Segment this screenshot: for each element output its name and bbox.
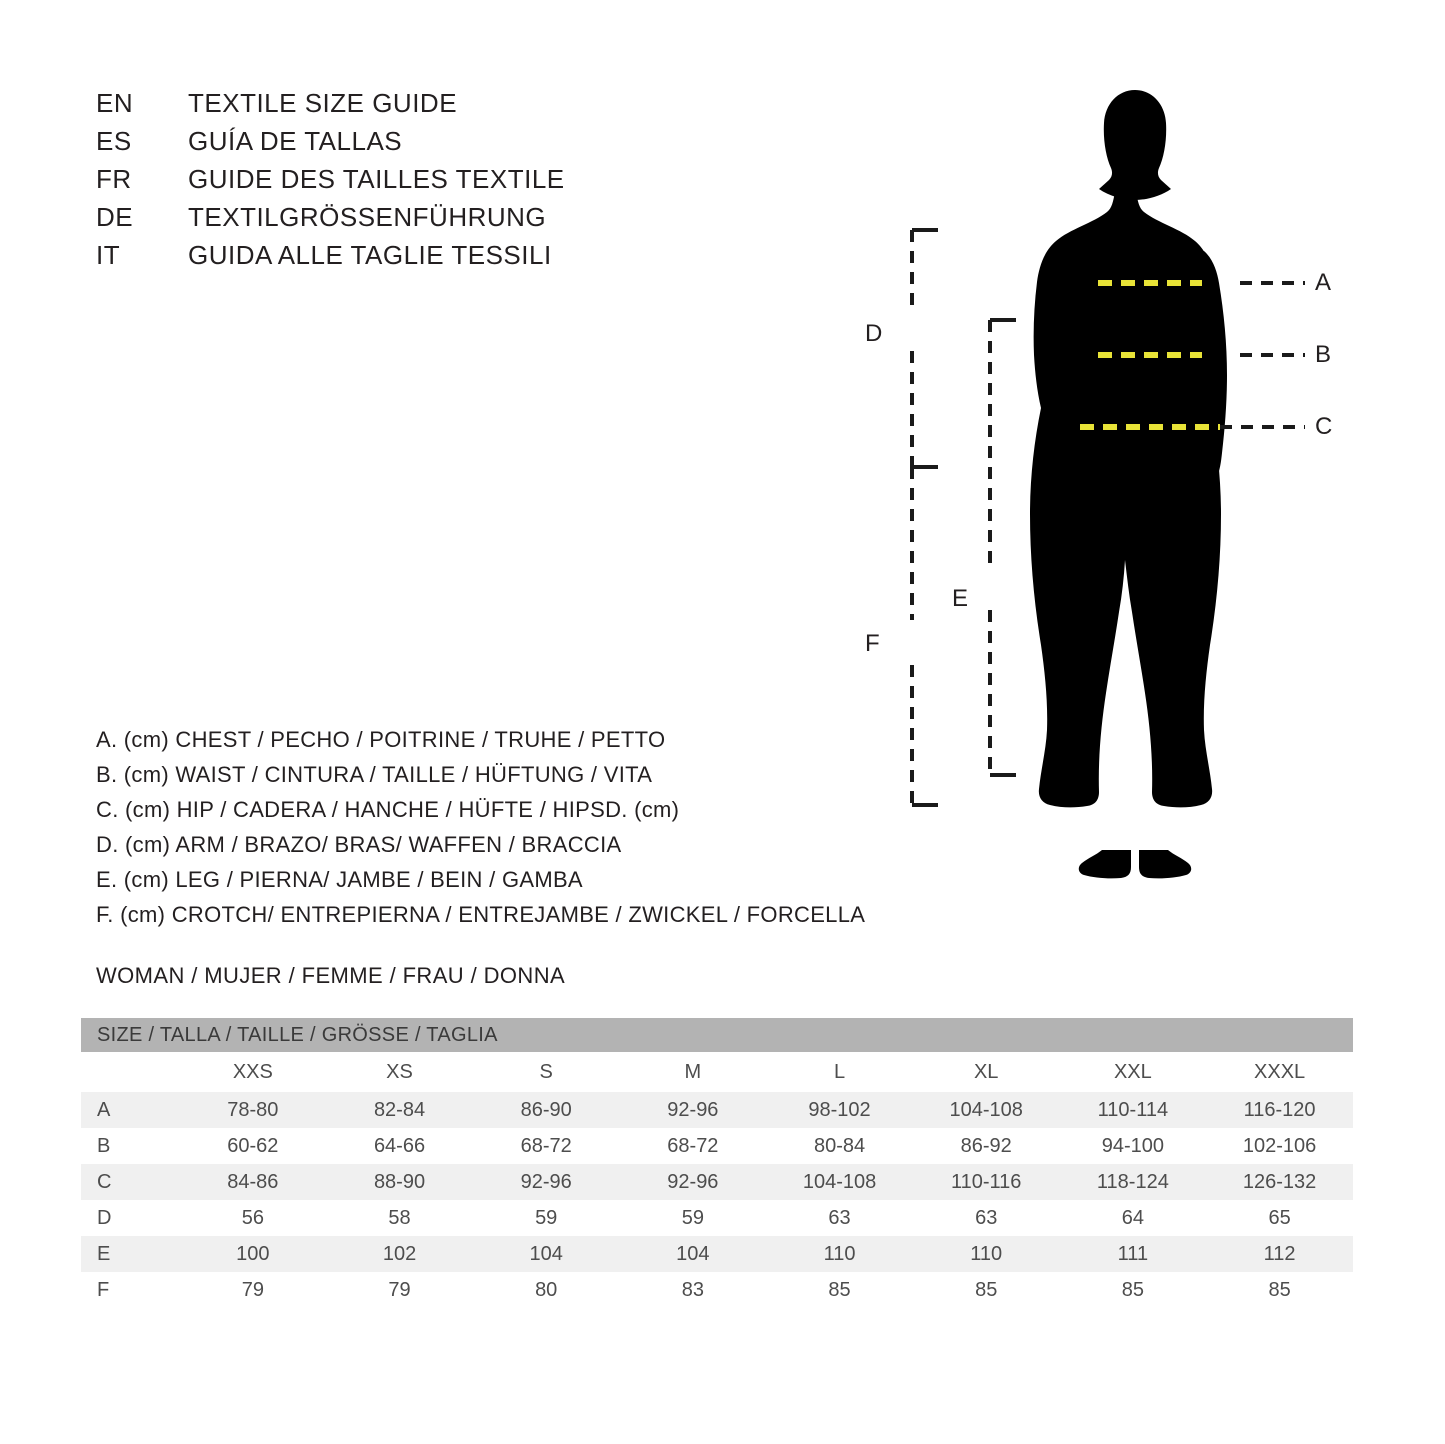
language-code-es: ES — [96, 126, 132, 156]
legend-line-a: A. (cm) CHEST / PECHO / POITRINE / TRUHE / PETTO — [96, 727, 666, 752]
cell-d-xs: 58 — [326, 1200, 473, 1236]
header-size-xxl: XXL — [1060, 1052, 1207, 1092]
diagram-label-f: F — [865, 630, 880, 657]
cell-c-m: 92-96 — [620, 1164, 767, 1200]
cell-a-xl: 104-108 — [913, 1092, 1060, 1128]
language-text-it: GUIDA ALLE TAGLIE TESSILI — [188, 240, 552, 270]
cell-d-xxxl: 65 — [1206, 1200, 1353, 1236]
cell-e-m: 104 — [620, 1236, 767, 1272]
cell-d-s: 59 — [473, 1200, 620, 1236]
language-code-it: IT — [96, 240, 121, 270]
header-size-xl: XL — [913, 1052, 1060, 1092]
cell-c-xxxl: 126-132 — [1206, 1164, 1353, 1200]
header-size-xxxl: XXXL — [1206, 1052, 1353, 1092]
cell-b-xxs: 60-62 — [180, 1128, 327, 1164]
cell-c-xxl: 118-124 — [1060, 1164, 1207, 1200]
header-size-m: M — [620, 1052, 767, 1092]
size-table-title: SIZE / TALLA / TAILLE / GRÖSSE / TAGLIA — [81, 1018, 1353, 1052]
cell-f-xl: 85 — [913, 1272, 1060, 1308]
size-table — [81, 1018, 1353, 1308]
cell-c-s: 92-96 — [473, 1164, 620, 1200]
language-code-en: EN — [96, 88, 134, 118]
arm-measure-bracket — [912, 230, 938, 467]
gender-label: WOMAN / MUJER / FEMME / FRAU / DONNA — [96, 963, 566, 988]
cell-f-xxl: 85 — [1060, 1272, 1207, 1308]
size-table-title-row — [81, 1018, 1353, 1052]
row-label-e: E — [81, 1236, 180, 1272]
cell-a-xs: 82-84 — [326, 1092, 473, 1128]
cell-c-xxs: 84-86 — [180, 1164, 327, 1200]
legend-line-d: D. (cm) ARM / BRAZO/ BRAS/ WAFFEN / BRACCIA — [96, 832, 622, 857]
language-text-fr: GUIDE DES TAILLES TEXTILE — [188, 164, 565, 194]
header-size-s: S — [473, 1052, 620, 1092]
leg-measure-bracket — [990, 320, 1016, 775]
language-row-en — [96, 88, 565, 126]
cell-e-xxl: 111 — [1060, 1236, 1207, 1272]
woman-silhouette-icon — [1030, 90, 1227, 878]
cell-f-xxxl: 85 — [1206, 1272, 1353, 1308]
language-text-de: TEXTILGRÖSSENFÜHRUNG — [188, 202, 547, 232]
cell-b-xxl: 94-100 — [1060, 1128, 1207, 1164]
language-row-fr — [96, 164, 565, 202]
crotch-measure-bracket — [912, 467, 938, 805]
diagram-label-d: D — [865, 320, 883, 347]
legend-line-e: E. (cm) LEG / PIERNA/ JAMBE / BEIN / GAMBA — [96, 867, 583, 892]
table-row — [81, 1164, 1353, 1200]
table-row — [81, 1128, 1353, 1164]
cell-e-xl: 110 — [913, 1236, 1060, 1272]
language-title-block — [96, 88, 565, 278]
cell-e-l: 110 — [766, 1236, 913, 1272]
legend-line-f: F. (cm) CROTCH/ ENTREPIERNA / ENTREJAMBE / ZWICKEL / FORCELLA — [96, 902, 866, 927]
cell-a-xxl: 110-114 — [1060, 1092, 1207, 1128]
cell-e-xs: 102 — [326, 1236, 473, 1272]
cell-a-xxs: 78-80 — [180, 1092, 327, 1128]
cell-a-m: 92-96 — [620, 1092, 767, 1128]
header-corner-cell — [81, 1052, 180, 1092]
cell-f-m: 83 — [620, 1272, 767, 1308]
measurement-legend — [96, 722, 865, 932]
language-code-fr: FR — [96, 164, 132, 194]
size-table-header-row — [81, 1052, 1353, 1092]
row-label-d: D — [81, 1200, 180, 1236]
legend-line-b: B. (cm) WAIST / CINTURA / TAILLE / HÜFTUNG / VITA — [96, 762, 653, 787]
table-row — [81, 1092, 1353, 1128]
diagram-label-e: E — [952, 585, 969, 612]
cell-e-xxs: 100 — [180, 1236, 327, 1272]
cell-b-l: 80-84 — [766, 1128, 913, 1164]
diagram-label-b: B — [1315, 341, 1332, 368]
cell-c-xs: 88-90 — [326, 1164, 473, 1200]
row-label-b: B — [81, 1128, 180, 1164]
diagram-label-c: C — [1315, 413, 1333, 440]
cell-c-xl: 110-116 — [913, 1164, 1060, 1200]
cell-b-xxxl: 102-106 — [1206, 1128, 1353, 1164]
row-label-c: C — [81, 1164, 180, 1200]
cell-d-l: 63 — [766, 1200, 913, 1236]
cell-d-xl: 63 — [913, 1200, 1060, 1236]
measurement-diagram — [840, 55, 1400, 915]
cell-d-m: 59 — [620, 1200, 767, 1236]
cell-b-s: 68-72 — [473, 1128, 620, 1164]
cell-d-xxl: 64 — [1060, 1200, 1207, 1236]
row-label-f: F — [81, 1272, 180, 1308]
language-row-it — [96, 240, 565, 278]
header-size-l: L — [766, 1052, 913, 1092]
cell-f-xxs: 79 — [180, 1272, 327, 1308]
cell-f-xs: 79 — [326, 1272, 473, 1308]
table-row — [81, 1236, 1353, 1272]
cell-d-xxs: 56 — [180, 1200, 327, 1236]
cell-b-m: 68-72 — [620, 1128, 767, 1164]
header-size-xxs: XXS — [180, 1052, 327, 1092]
cell-b-xs: 64-66 — [326, 1128, 473, 1164]
cell-c-l: 104-108 — [766, 1164, 913, 1200]
diagram-label-a: A — [1315, 269, 1332, 296]
language-code-de: DE — [96, 202, 134, 232]
cell-b-xl: 86-92 — [913, 1128, 1060, 1164]
cell-e-s: 104 — [473, 1236, 620, 1272]
cell-a-l: 98-102 — [766, 1092, 913, 1128]
cell-f-s: 80 — [473, 1272, 620, 1308]
cell-a-xxxl: 116-120 — [1206, 1092, 1353, 1128]
header-size-xs: XS — [326, 1052, 473, 1092]
table-row — [81, 1200, 1353, 1236]
language-text-en: TEXTILE SIZE GUIDE — [188, 88, 458, 118]
row-label-a: A — [81, 1092, 180, 1128]
cell-a-s: 86-90 — [473, 1092, 620, 1128]
language-row-de — [96, 202, 565, 240]
cell-f-l: 85 — [766, 1272, 913, 1308]
language-text-es: GUÍA DE TALLAS — [188, 126, 403, 156]
silhouette-diagram-svg — [840, 55, 1400, 915]
size-table-wrapper — [81, 1018, 1353, 1308]
legend-line-c: C. (cm) HIP / CADERA / HANCHE / HÜFTE / HIPSD. (cm) — [96, 797, 680, 822]
table-row — [81, 1272, 1353, 1308]
language-row-es — [96, 126, 565, 164]
cell-e-xxxl: 112 — [1206, 1236, 1353, 1272]
